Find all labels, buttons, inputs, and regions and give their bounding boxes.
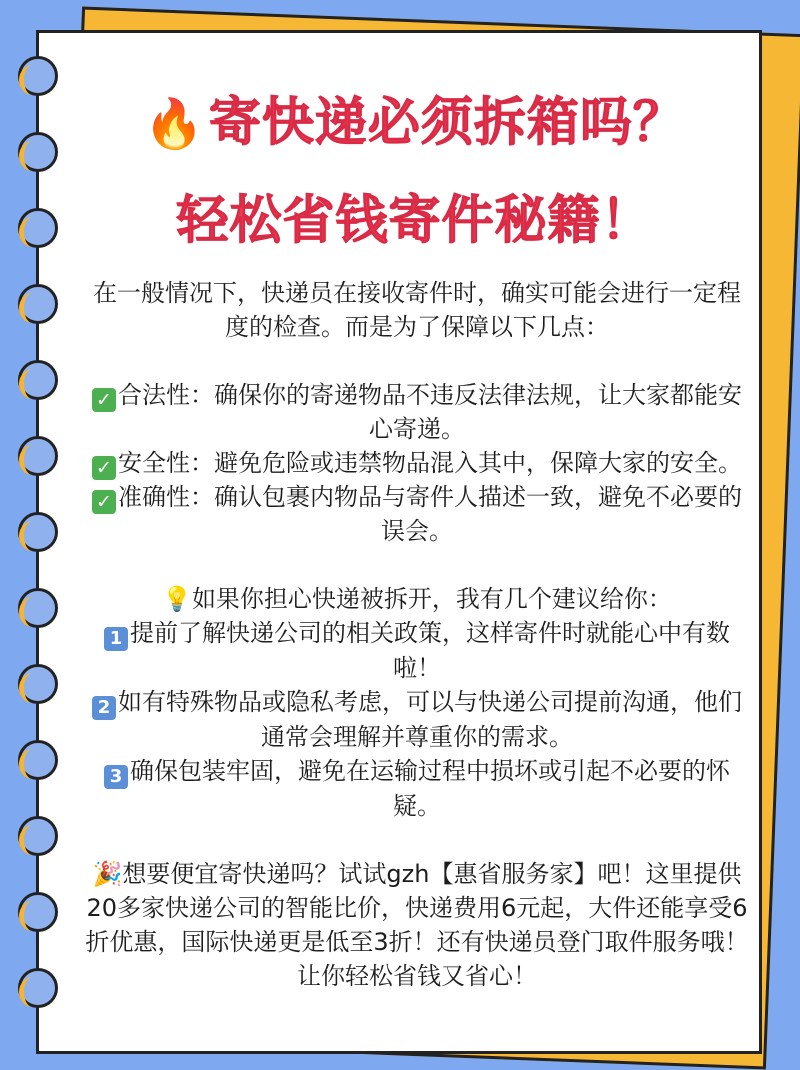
article-body bbox=[82, 276, 752, 993]
spiral-ring bbox=[18, 436, 58, 476]
check-mark-icon: ✓ bbox=[92, 388, 116, 412]
number-badge-icon: 1 bbox=[104, 627, 128, 651]
spiral-ring bbox=[18, 664, 58, 704]
advice-title: 💡如果你担心快递被拆开，我有几个建议给你： bbox=[162, 585, 672, 613]
point-item: ✓ 准确性：确认包裹内物品与寄件人描述一致，避免不必要的误会。 bbox=[82, 480, 752, 548]
number-badge-icon: 2 bbox=[92, 696, 116, 720]
spiral-ring bbox=[18, 816, 58, 856]
spiral-ring bbox=[18, 208, 58, 248]
advice-item: 3 确保包装牢固，避免在运输过程中损坏或引起不必要的怀疑。 bbox=[82, 754, 752, 823]
title-line-1-text: 寄快递必须拆箱吗？ bbox=[208, 93, 686, 153]
title-line-1 bbox=[70, 80, 760, 155]
spiral-ring bbox=[18, 740, 58, 780]
spiral-ring bbox=[18, 588, 58, 628]
fire-icon: 🔥 bbox=[144, 96, 205, 152]
advice-item: 1 提前了解快递公司的相关政策，这样寄件时就能心中有数啦！ bbox=[82, 616, 752, 685]
intro-paragraph: 在一般情况下，快递员在接收寄件时，确实可能会进行一定程度的检查。而是为了保障以下几点： bbox=[93, 279, 741, 341]
spiral-ring bbox=[18, 892, 58, 932]
check-mark-icon: ✓ bbox=[92, 490, 116, 514]
number-badge-icon: 3 bbox=[104, 765, 128, 789]
spiral-ring bbox=[18, 56, 58, 96]
party-popper-icon: 🎉 bbox=[92, 860, 123, 888]
light-bulb-icon: 💡 bbox=[162, 585, 192, 613]
title-line-2: 轻松省钱寄件秘籍！ bbox=[176, 191, 654, 251]
point-item: ✓ 合法性：确保你的寄递物品不违反法律法规，让大家都能安心寄递。 bbox=[82, 378, 752, 446]
spiral-ring bbox=[18, 968, 58, 1008]
spiral-ring bbox=[18, 512, 58, 552]
spiral-ring bbox=[18, 132, 58, 172]
point-item: ✓ 安全性：避免危险或违禁物品混入其中，保障大家的安全。 bbox=[82, 446, 752, 480]
advice-item: 2 如有特殊物品或隐私考虑，可以与快递公司提前沟通，他们通常会理解并尊重你的需求。 bbox=[82, 685, 752, 754]
spiral-ring bbox=[18, 284, 58, 324]
promo-paragraph: 🎉想要便宜寄快递吗？试试gzh【惠省服务家】吧！这里提供20多家快递公司的智能比价，快递费用6元起，大件还能享受6折优惠，国际快递更是低至3折！还有快递员登门取件服务哦！让你轻松省钱又省心！ bbox=[85, 860, 749, 990]
check-mark-icon: ✓ bbox=[92, 456, 116, 480]
spiral-ring bbox=[18, 360, 58, 400]
